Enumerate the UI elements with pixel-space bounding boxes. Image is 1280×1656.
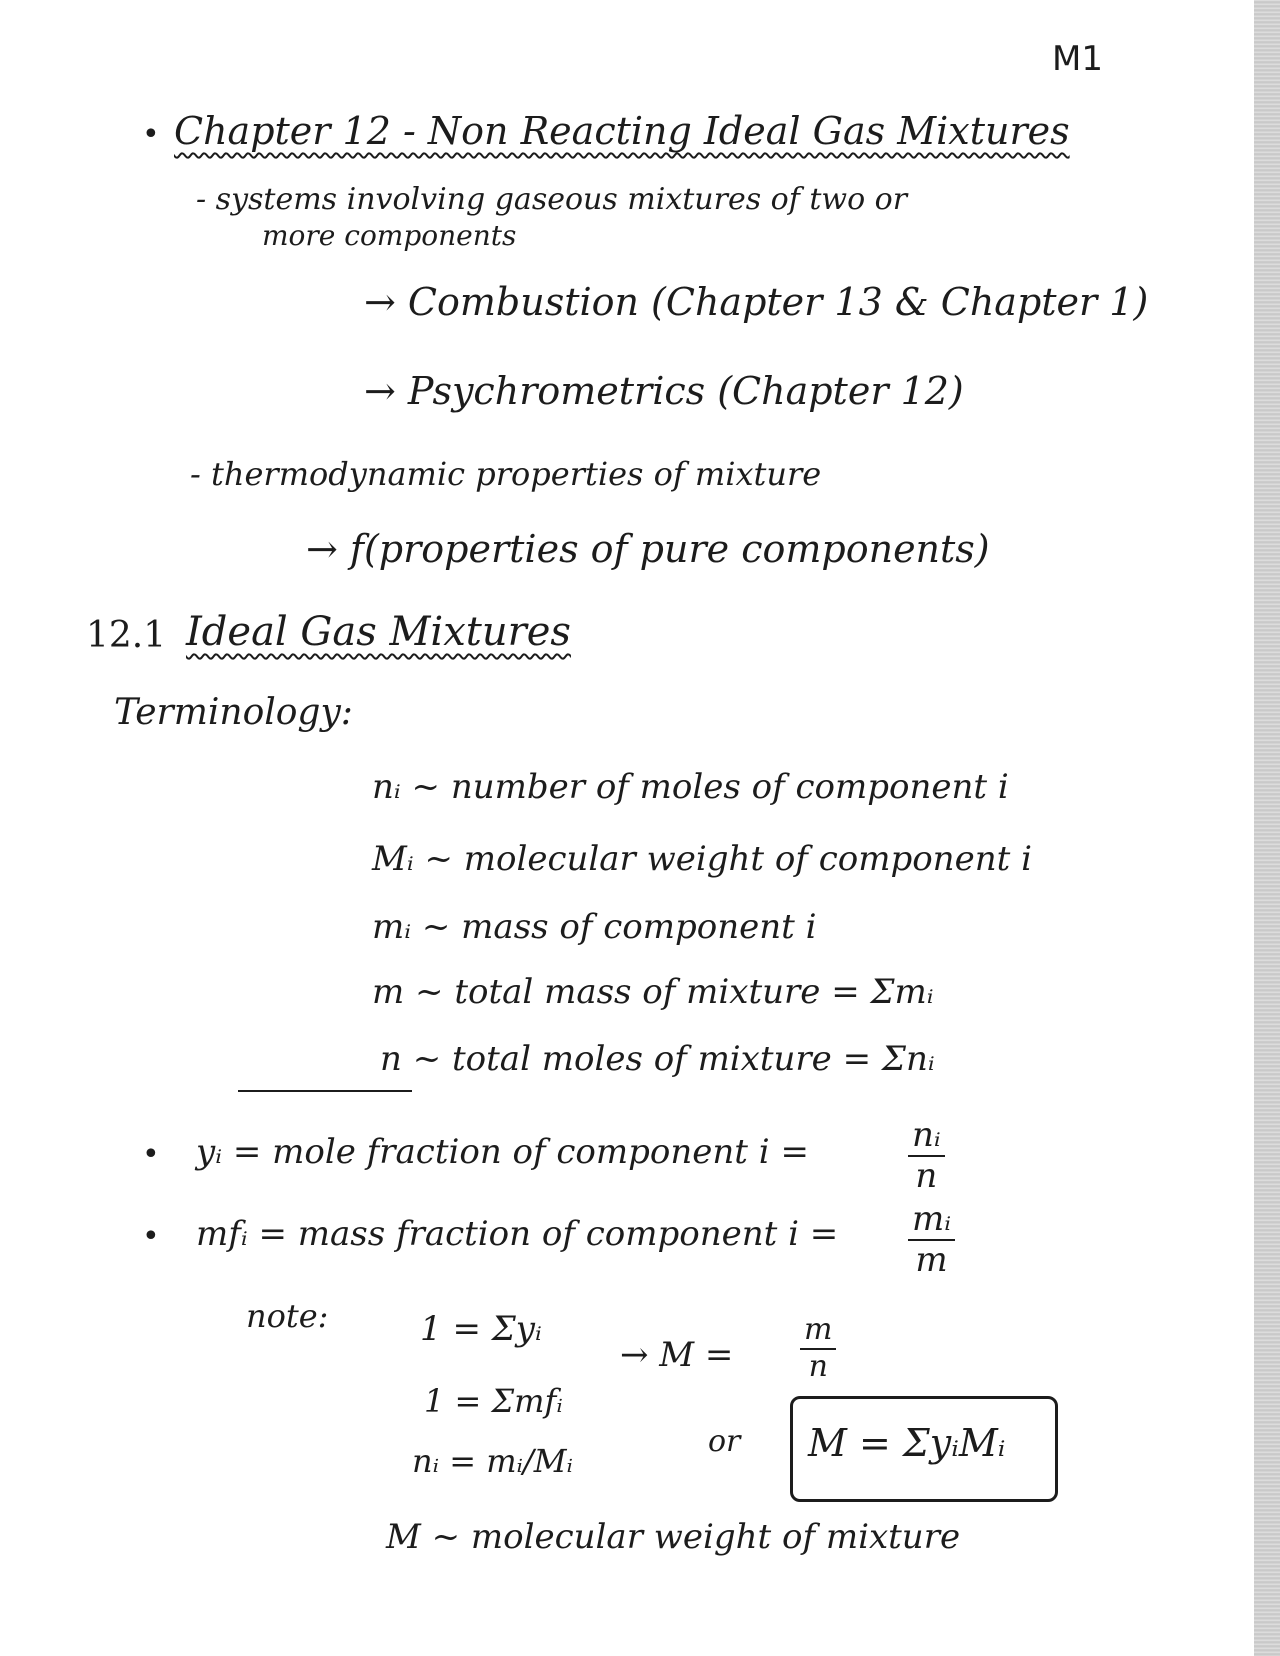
- page-label: M1: [1052, 39, 1103, 79]
- properties-function-line: → f(properties of pure components): [306, 527, 990, 571]
- chapter-desc-line1: - systems involving gaseous mixtures of two or: [196, 182, 908, 217]
- mass-fraction-numerator: mᵢ: [908, 1200, 955, 1241]
- note-sum-mole-fractions: 1 = Σyᵢ: [420, 1309, 542, 1349]
- mole-fraction-definition: yᵢ = mole fraction of component i =: [196, 1132, 809, 1172]
- thermo-properties-line: - thermodynamic properties of mixture: [190, 455, 822, 493]
- mass-fraction-ratio: [908, 1200, 955, 1280]
- mole-fraction-numerator: nᵢ: [908, 1116, 945, 1157]
- term-total-moles: n ~ total moles of mixture = Σnᵢ: [380, 1039, 935, 1079]
- mass-fraction-bullet: •: [142, 1219, 160, 1254]
- scan-edge: [1254, 0, 1280, 1656]
- chapter-desc-line2: more components: [262, 219, 517, 252]
- term-moles: nᵢ ~ number of moles of component i: [372, 767, 1009, 807]
- psychrometrics-item: → Psychrometrics (Chapter 12): [364, 369, 964, 413]
- term-molecular-weight: Mᵢ ~ molecular weight of component i: [372, 839, 1032, 879]
- terms-divider: [238, 1090, 412, 1092]
- note-molecular-weight-definition: M ~ molecular weight of mixture: [386, 1517, 961, 1557]
- note-molar-mass-numerator: m: [800, 1313, 836, 1350]
- term-total-mass: m ~ total mass of mixture = Σmᵢ: [372, 972, 934, 1012]
- mole-fraction-denominator: n: [915, 1156, 938, 1197]
- note-molar-mass-ratio: [800, 1313, 836, 1384]
- chapter-bullet: •: [142, 117, 160, 152]
- note-moles-relation: nᵢ = mᵢ/Mᵢ: [412, 1442, 573, 1480]
- chapter-title: Chapter 12 - Non Reacting Ideal Gas Mixtures: [174, 109, 1070, 153]
- combustion-item: → Combustion (Chapter 13 & Chapter 1): [364, 280, 1149, 324]
- mass-fraction-denominator: m: [915, 1240, 948, 1281]
- note-label: note:: [246, 1297, 329, 1335]
- section-number: 12.1: [86, 615, 167, 656]
- terminology-label: Terminology:: [114, 692, 353, 733]
- section-title: Ideal Gas Mixtures: [186, 609, 571, 655]
- mass-fraction-definition: mfᵢ = mass fraction of component i =: [196, 1214, 839, 1254]
- mole-fraction-ratio: [908, 1116, 945, 1196]
- note-or: or: [708, 1424, 741, 1459]
- note-molar-mass-lhs: → M =: [620, 1335, 734, 1375]
- note-molar-mass-denominator: n: [808, 1348, 828, 1384]
- term-mass: mᵢ ~ mass of component i: [372, 907, 817, 947]
- mole-fraction-bullet: •: [142, 1137, 160, 1172]
- note-sum-mass-fractions: 1 = Σmfᵢ: [424, 1382, 563, 1420]
- boxed-equation: M = ΣyᵢMᵢ: [808, 1421, 1006, 1465]
